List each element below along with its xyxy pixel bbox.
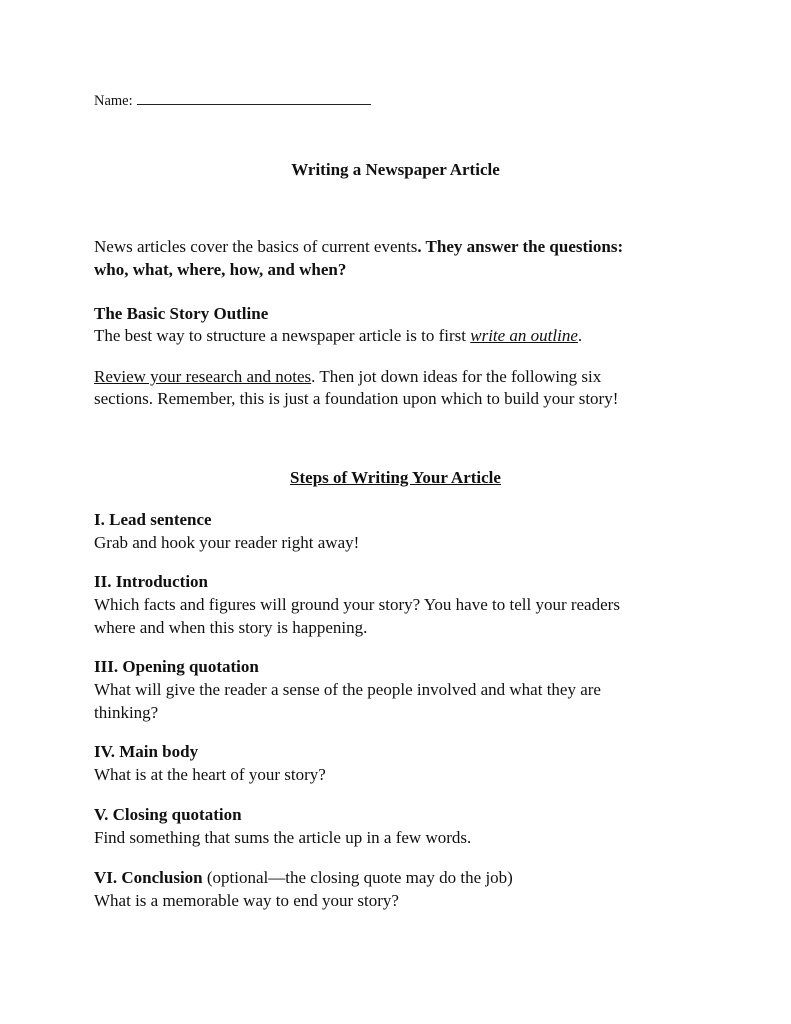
name-label: Name: — [94, 93, 133, 109]
step-heading-text: III. Opening quotation — [94, 657, 259, 676]
intro-questions: who, what, where, how, and when? — [94, 260, 347, 279]
step-heading-text: I. Lead sentence — [94, 510, 212, 529]
intro-line-1 — [94, 236, 623, 258]
step-4-heading — [94, 741, 198, 763]
step-2-text-2: where and when this story is happening. — [94, 618, 368, 637]
intro-text: News articles cover the basics of current events — [94, 237, 418, 256]
step-heading-text: V. Closing quotation — [94, 805, 242, 824]
outline-heading-text: The Basic Story Outline — [94, 304, 269, 323]
step-3-text-1: What will give the reader a sense of the people involved and what they are — [94, 680, 601, 699]
step-6-note: (optional—the closing quote may do the job) — [202, 868, 513, 887]
step-5-heading — [94, 804, 242, 826]
step-2-text-1: Which facts and figures will ground your story? You have to tell your readers — [94, 595, 620, 614]
outline-text-2: . Then jot down ideas for the following six — [311, 367, 602, 386]
intro-line-2 — [94, 259, 346, 281]
outline-period: . — [577, 326, 583, 345]
step-6-text: What is a memorable way to end your story? — [94, 891, 399, 910]
outline-text-3: sections. Remember, this is just a foundation upon which to build your story! — [94, 389, 619, 408]
step-1-text: Grab and hook your reader right away! — [94, 533, 360, 552]
name-blank-line[interactable] — [137, 92, 371, 105]
review-research-text: Review your research and notes — [94, 367, 312, 386]
intro-bold-text: . They answer the questions: — [417, 237, 624, 256]
outline-heading — [94, 303, 268, 325]
step-6-heading — [94, 867, 513, 889]
step-heading-text: II. Introduction — [94, 572, 208, 591]
step-1-heading — [94, 509, 212, 531]
page-title: Writing a Newspaper Article — [291, 160, 500, 179]
step-heading-text: IV. Main body — [94, 742, 199, 761]
outline-line-3 — [94, 388, 618, 410]
step-heading-text: VI. Conclusion — [94, 868, 203, 887]
step-4-text: What is at the heart of your story? — [94, 765, 326, 784]
outline-line-1 — [94, 325, 582, 347]
step-3-heading — [94, 656, 259, 678]
outline-line-2 — [94, 366, 601, 388]
outline-text: The best way to structure a newspaper article is to first — [94, 326, 471, 345]
step-2-heading — [94, 571, 208, 593]
steps-title: Steps of Writing Your Article — [290, 468, 501, 487]
write-an-outline-text: write an outline — [470, 326, 578, 345]
step-3-text-2: thinking? — [94, 703, 159, 722]
name-field — [94, 92, 371, 110]
step-5-text: Find something that sums the article up in a few words. — [94, 828, 472, 847]
